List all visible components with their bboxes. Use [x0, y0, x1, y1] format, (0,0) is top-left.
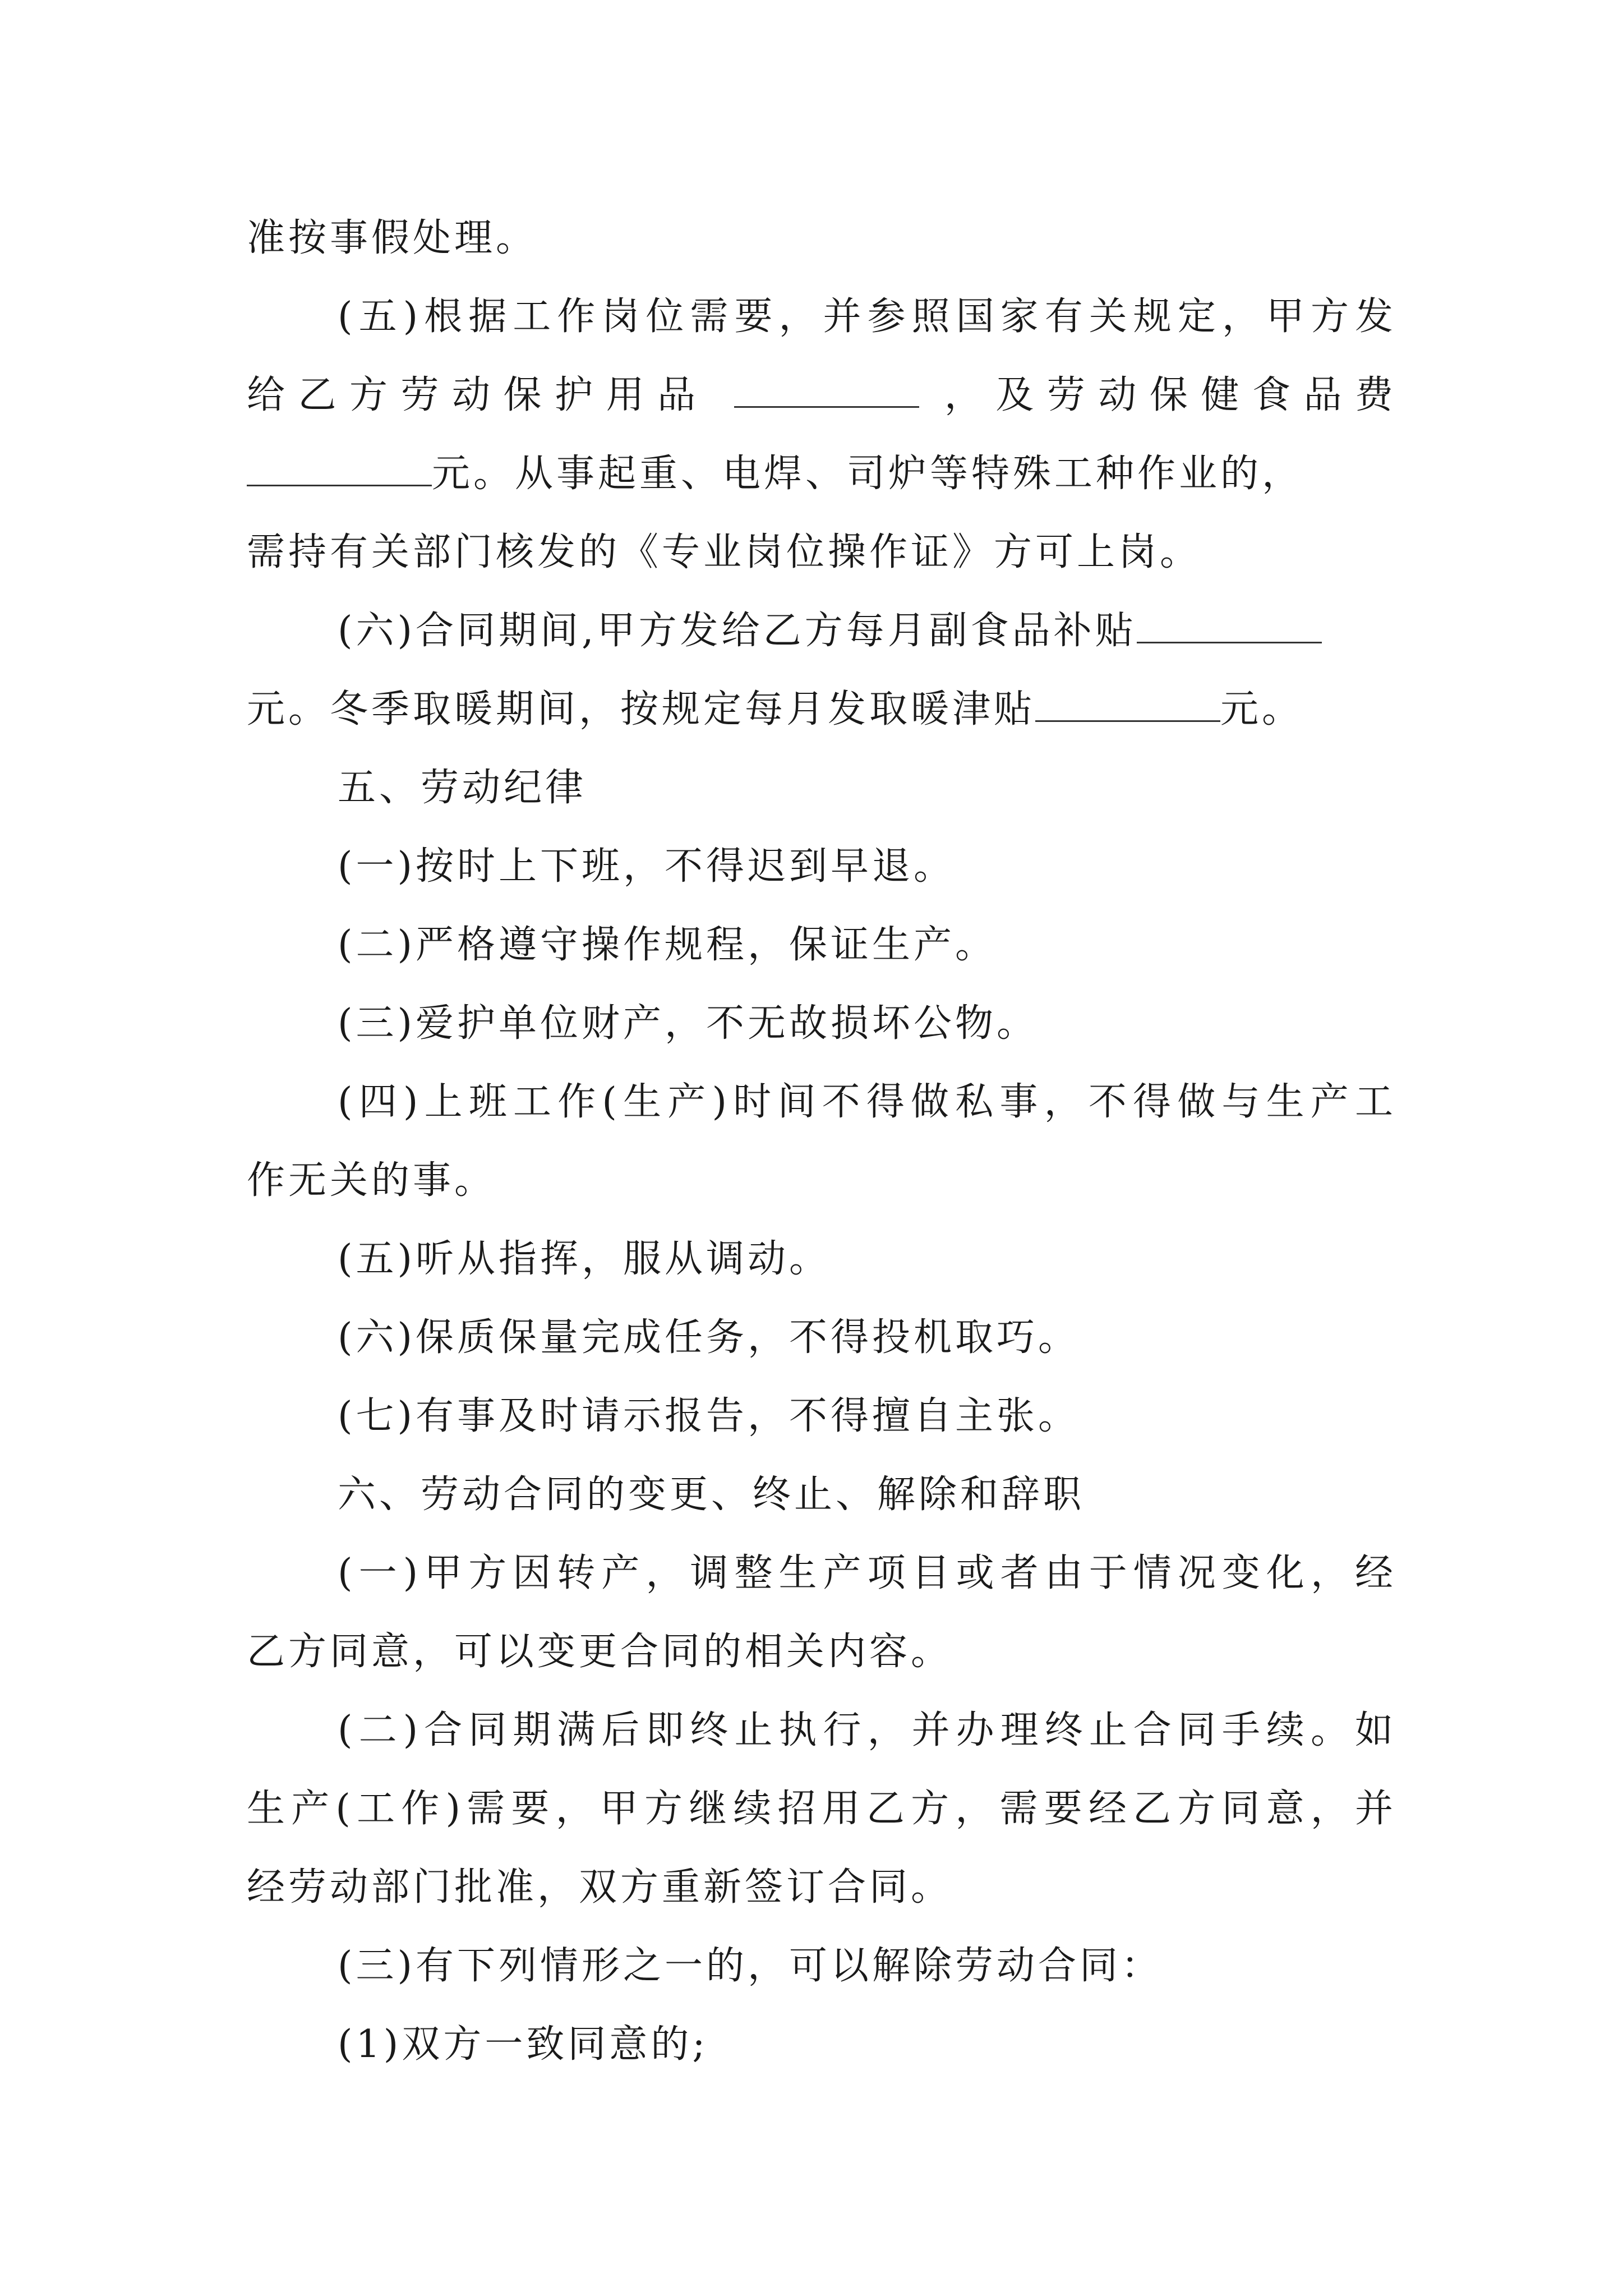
fill-in-blank	[1137, 606, 1322, 643]
list-item: (五)听从指挥，服从调动。	[338, 1237, 831, 1281]
list-item: (七)有事及时请示报告，不得擅自主张。	[338, 1394, 1080, 1438]
text-segment: ，及劳动保健食品费	[944, 373, 1396, 417]
list-item: (一)按时上下班，不得迟到早退。	[338, 844, 956, 889]
text-segment: 给乙方劳动保护用品	[247, 373, 709, 417]
paragraph-line: 需持有关部门核发的《专业岗位操作证》方可上岗。	[247, 530, 1202, 574]
list-item: (三)有下列情形之一的，可以解除劳动合同：	[338, 1944, 1163, 1988]
paragraph-line: 生产(工作)需要，甲方继续招用乙方，需要经乙方同意，并	[247, 1787, 1396, 1831]
paragraph-line: 经劳动部门批准，双方重新签订合同。	[247, 1865, 953, 1910]
paragraph-line	[247, 370, 1396, 421]
text-segment: 元。冬季取暖期间，按规定每月发取暖津贴	[247, 687, 1036, 731]
paragraph-line: 准按事假处理。	[247, 216, 538, 260]
section-heading: 六、劳动合同的变更、终止、解除和辞职	[338, 1473, 1085, 1517]
text-segment: 元。	[1220, 687, 1304, 731]
fill-in-blank	[247, 449, 432, 486]
paragraph-line	[247, 449, 1396, 499]
fill-in-blank	[734, 370, 919, 408]
section-heading: 五、劳动纪律	[338, 766, 587, 810]
fill-in-blank	[1035, 684, 1220, 722]
text-segment: 元。从事起重、电焊、司炉等特殊工种作业的，	[432, 452, 1304, 496]
paragraph-line: (五)根据工作岗位需要，并参照国家有关规定，甲方发	[338, 295, 1396, 339]
paragraph-line: 乙方同意，可以变更合同的相关内容。	[247, 1630, 953, 1674]
paragraph-line: 作无关的事。	[247, 1158, 496, 1203]
list-item: (三)爱护单位财产，不无故损坏公物。	[338, 1001, 1039, 1046]
list-item: (二)严格遵守操作规程，保证生产。	[338, 923, 997, 967]
list-item: (四)上班工作(生产)时间不得做私事，不得做与生产工	[338, 1080, 1396, 1124]
list-item: (六)保质保量完成任务，不得投机取巧。	[338, 1315, 1080, 1360]
list-item: (一)甲方因转产，调整生产项目或者由于情况变化，经	[338, 1551, 1396, 1595]
list-item: (1)双方一致同意的;	[338, 2022, 709, 2067]
paragraph-line	[247, 684, 1396, 735]
text-segment: (六)合同期间,甲方发给乙方每月副食品补贴	[338, 609, 1137, 653]
paragraph-line	[338, 606, 1396, 656]
list-item: (二)合同期满后即终止执行，并办理终止合同手续。如	[338, 1708, 1396, 1752]
